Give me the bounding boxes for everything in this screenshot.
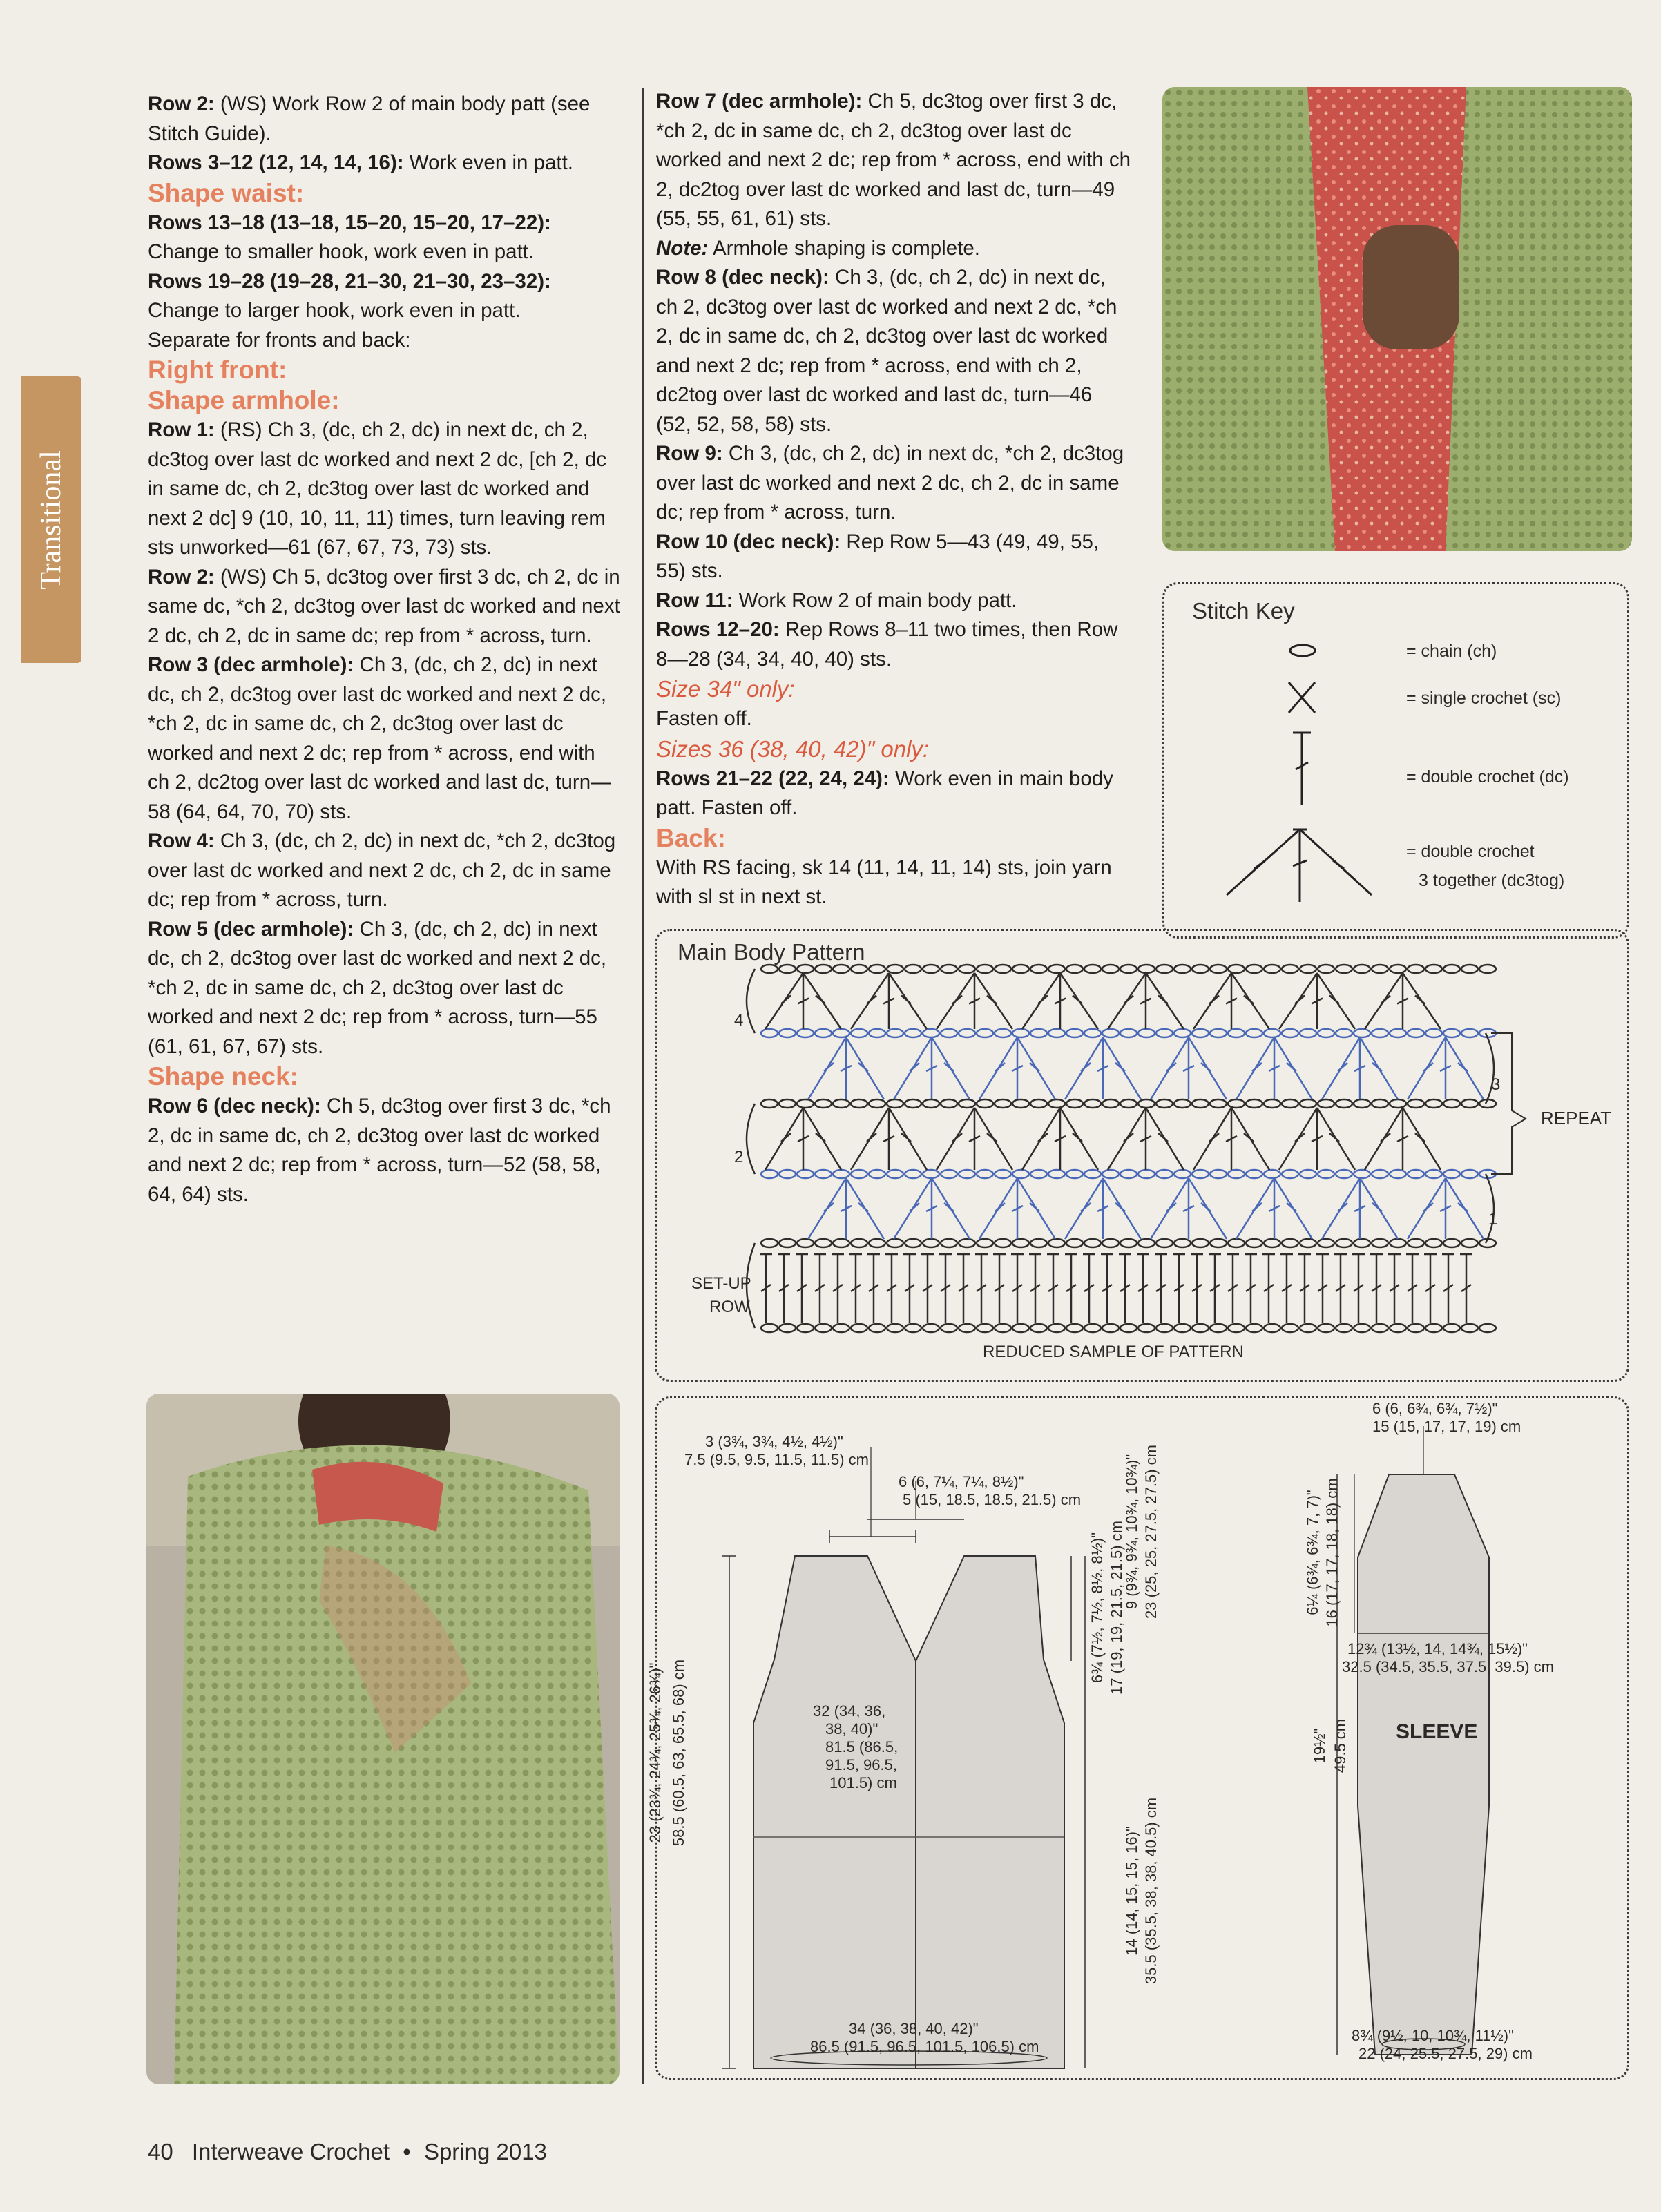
neck-width-cm: 7.5 (9.5, 9.5, 11.5, 11.5) cm bbox=[684, 1451, 869, 1468]
para-separate: Separate for fronts and back: bbox=[148, 328, 411, 352]
row-text: Ch 5, dc3tog over first 3 dc, *ch 2, dc in same dc, ch 2, dc3tog over last dc worked and next 2 dc; rep from * across, turn—52 (58, 58, 64, 64) sts. bbox=[148, 1095, 611, 1206]
para-armhole-row-1 bbox=[148, 416, 621, 563]
section-tab bbox=[21, 376, 81, 663]
row-text: Ch 5, dc3tog over first 3 dc, *ch 2, dc in same dc, ch 2, dc3tog over last dc worked and next 2 dc; rep from * across, end with ch 2, dc2tog over last dc worked and last dc, turn—49 (55, 55, 61, 61) sts. bbox=[656, 90, 1131, 230]
row-label: Row 10 (dec neck): bbox=[656, 530, 841, 553]
heading-right-front: Right front: bbox=[148, 356, 287, 384]
para-rows-21-22 bbox=[656, 764, 1133, 823]
para-row-10 bbox=[656, 528, 1133, 586]
page-footer bbox=[148, 2139, 547, 2165]
row-label: Row 2: bbox=[148, 565, 215, 588]
row-label: Row 11: bbox=[656, 588, 733, 612]
instructions-column-1 bbox=[148, 90, 621, 1209]
length-in: 23 (23¾, 24¾, 25¾, 26¾)" bbox=[646, 1662, 664, 1843]
para-row-9 bbox=[656, 439, 1133, 528]
row-label: Rows 21–22 (22, 24, 24): bbox=[656, 767, 890, 790]
row-text: (RS) Ch 3, (dc, ch 2, dc) in next dc, ch 2, dc3tog over last dc worked and next 2 dc, [ch 2, dc in same dc, ch 2, dc3tog over last dc worked and next 2 dc] 9 (10, 10, 11, 11) times, turn leaving rem sts unworked—61 (67, 67, 73, 73) sts. bbox=[148, 419, 607, 559]
row-text: Rep Row 5—43 (49, 49, 55, 55) sts. bbox=[656, 530, 1100, 582]
hem-cm: 86.5 (91.5, 96.5, 101.5, 106.5) cm bbox=[810, 2038, 1039, 2055]
cuff-cm: 22 (24, 25.5, 27.5, 29) cm bbox=[1358, 2045, 1533, 2062]
row-label: Row 8 (dec neck): bbox=[656, 266, 829, 289]
heading-shape-neck: Shape neck: bbox=[148, 1062, 298, 1090]
pattern-chart bbox=[657, 931, 1627, 1380]
key-chain-label: = chain (ch) bbox=[1406, 642, 1497, 661]
para-rows-13-18 bbox=[148, 209, 621, 267]
bicep-in: 12¾ (13½, 14, 14¾, 15½)" bbox=[1347, 1640, 1528, 1657]
waist-in-2: 38, 40)" bbox=[825, 1720, 878, 1738]
cap-in: 6 (6, 6¾, 6¾, 7½)" bbox=[1372, 1400, 1498, 1417]
heading-sizes-36-42: Sizes 36 (38, 40, 42)" only: bbox=[656, 735, 930, 762]
para-armhole-row-2 bbox=[148, 563, 621, 651]
sleeve-outline bbox=[1358, 1474, 1489, 2055]
shoulder-cm: 5 (15, 18.5, 18.5, 21.5) cm bbox=[903, 1491, 1082, 1508]
waist-cm-3: 101.5) cm bbox=[829, 1774, 897, 1791]
key-dc3tog-label: = double crochet bbox=[1406, 842, 1535, 861]
heading-size-34: Size 34" only: bbox=[656, 676, 795, 702]
para-fasten-off: Fasten off. bbox=[656, 707, 752, 730]
row-text: (WS) Work Row 2 of main body patt (see Stitch Guide). bbox=[148, 93, 591, 145]
schematic-box bbox=[646, 1396, 1629, 2080]
instructions-column-2 bbox=[656, 87, 1133, 912]
stitch-key-box bbox=[1162, 582, 1629, 939]
shoulder-in: 6 (6, 7¼, 7¼, 8½)" bbox=[899, 1473, 1024, 1490]
chart-caption: REDUCED SAMPLE OF PATTERN bbox=[983, 1343, 1244, 1361]
sleeve-length-cm: 49.5 cm bbox=[1332, 1718, 1349, 1773]
side-cm: 35.5 (35.5, 38, 38, 40.5) cm bbox=[1142, 1797, 1160, 1985]
main-body-pattern-box bbox=[655, 929, 1629, 1382]
row-text: Change to smaller hook, work even in patt. bbox=[148, 240, 535, 263]
key-dc3tog-label-2: 3 together (dc3tog) bbox=[1419, 871, 1565, 890]
row-label: Rows 19–28 (19–28, 21–30, 21–30, 23–32): bbox=[148, 269, 551, 293]
length-cm: 58.5 (60.5, 63, 65.5, 68) cm bbox=[670, 1659, 687, 1847]
armhole-cm: 23 (25, 25, 27.5, 27.5) cm bbox=[1142, 1445, 1160, 1619]
row-text: Change to larger hook, work even in patt. bbox=[148, 299, 521, 322]
row-label: Row 7 (dec armhole): bbox=[656, 90, 863, 113]
row-label: Row 2: bbox=[148, 93, 215, 115]
setup-label-1: SET-UP bbox=[691, 1274, 751, 1293]
neck-depth-in: 6¾ (7½, 7½, 8½, 8½)" bbox=[1088, 1532, 1106, 1684]
bicep-cm: 32.5 (34.5, 35.5, 37.5, 39.5) cm bbox=[1342, 1658, 1554, 1675]
sleeve-label: SLEEVE bbox=[1396, 1720, 1478, 1743]
para-back: With RS facing, sk 14 (11, 14, 11, 14) sts, join yarn with sl st in next st. bbox=[656, 856, 1112, 908]
para-row-8 bbox=[656, 263, 1133, 439]
row-label: Row 9: bbox=[656, 442, 723, 465]
footer-separator: • bbox=[403, 2139, 411, 2164]
hem-in: 34 (36, 38, 40, 42)" bbox=[849, 2020, 979, 2037]
row-label: Row 4: bbox=[148, 829, 215, 852]
neck-width-in: 3 (3¾, 3¾, 4½, 4½)" bbox=[705, 1433, 843, 1450]
side-in: 14 (14, 15, 15, 16)" bbox=[1123, 1826, 1140, 1956]
row-4-label: 4 bbox=[734, 1011, 744, 1030]
heading-back: Back: bbox=[656, 823, 726, 852]
row-text: Rep Rows 8–11 two times, then Row 8—28 (34, 34, 40, 40) sts. bbox=[656, 618, 1118, 671]
waist-in-1: 32 (34, 36, bbox=[813, 1702, 886, 1720]
row-text: Work even in main body patt. Fasten off. bbox=[656, 767, 1113, 819]
note-text: Armhole shaping is complete. bbox=[708, 236, 980, 260]
row-3-label: 3 bbox=[1491, 1075, 1501, 1094]
sleeve-length-in: 19½" bbox=[1311, 1728, 1328, 1764]
row-text: Ch 3, (dc, ch 2, dc) in next dc, *ch 2, dc3tog over last dc worked and next 2 dc, ch 2, dc in same dc; rep from * across, turn. bbox=[148, 829, 616, 911]
main-body-title: Main Body Pattern bbox=[678, 939, 865, 965]
row-label: Rows 13–18 (13–18, 15–20, 15–20, 17–22): bbox=[148, 211, 551, 234]
row-text: (WS) Ch 5, dc3tog over first 3 dc, ch 2, dc in same dc, *ch 2, dc3tog over last dc worked and next 2 dc, ch 2, dc in same dc; rep from * across, turn. bbox=[148, 565, 620, 647]
neck-depth-cm: 17 (19, 19, 21.5, 21.5) cm bbox=[1108, 1521, 1125, 1695]
column-rule bbox=[642, 88, 644, 2084]
stitch-key-title: Stitch Key bbox=[1192, 598, 1295, 624]
cuff-in: 8¾ (9½, 10, 10¾, 11½)" bbox=[1352, 2027, 1514, 2044]
repeat-label: REPEAT bbox=[1541, 1108, 1612, 1128]
magazine-title: Interweave Crochet bbox=[191, 2139, 390, 2164]
para-armhole-row-4 bbox=[148, 827, 621, 915]
row-text: Ch 3, (dc, ch 2, dc) in next dc, *ch 2, dc3tog over last dc worked and next 2 dc, ch 2, dc in same dc; rep from * across, turn. bbox=[656, 442, 1124, 523]
para-row-2 bbox=[148, 90, 621, 148]
setup-label-2: ROW bbox=[709, 1298, 750, 1316]
section-tab-label: Transitional bbox=[35, 450, 67, 590]
cap-height-cm: 16 (17, 17, 18, 18) cm bbox=[1323, 1478, 1341, 1627]
row-text: Ch 3, (dc, ch 2, dc) in next dc, ch 2, dc3tog over last dc worked and next 2 dc, *ch 2, dc in same dc, ch 2, dc3tog over last dc worked and next 2 dc; rep from * across, end with ch 2, dc2tog over last dc worked and last dc, turn—58 (64, 64, 70, 70) sts. bbox=[148, 653, 611, 823]
para-rows-3-12 bbox=[148, 148, 621, 178]
row-label: Rows 12–20: bbox=[656, 618, 780, 641]
body-outline bbox=[753, 1556, 1064, 2068]
row-label: Row 1: bbox=[148, 419, 215, 441]
cap-height-in: 6¼ (6¾, 6¾, 7, 7)" bbox=[1304, 1490, 1321, 1615]
page-number: 40 bbox=[148, 2139, 173, 2164]
row-label: Row 3 (dec armhole): bbox=[148, 653, 354, 676]
waist-cm-1: 81.5 (86.5, bbox=[825, 1738, 899, 1756]
key-dc-label: = double crochet (dc) bbox=[1406, 767, 1569, 787]
cap-cm: 15 (15, 17, 17, 19) cm bbox=[1372, 1418, 1521, 1435]
row-label: Rows 3–12 (12, 14, 14, 16): bbox=[148, 151, 404, 174]
waist-cm-2: 91.5, 96.5, bbox=[825, 1756, 897, 1773]
row-label: Row 5 (dec armhole): bbox=[148, 917, 354, 941]
para-neck-row-6 bbox=[148, 1092, 621, 1209]
row-2-label: 2 bbox=[734, 1148, 744, 1166]
heading-shape-armhole: Shape armhole: bbox=[148, 386, 340, 414]
para-row-7 bbox=[656, 87, 1133, 234]
row-text: Ch 3, (dc, ch 2, dc) in next dc, ch 2, dc3tog over last dc worked and next 2 dc, *ch 2, dc in same dc, ch 2, dc3tog over last dc worked and next 2 dc; rep from * across, end with ch 2, dc2tog over last dc worked and last dc, turn—46 (52, 52, 58, 58) sts. bbox=[656, 266, 1117, 436]
para-note bbox=[656, 234, 1133, 264]
heading-shape-waist: Shape waist: bbox=[148, 178, 305, 207]
para-row-11 bbox=[656, 586, 1133, 616]
issue-label: Spring 2013 bbox=[423, 2139, 547, 2164]
armhole-in: 9 (9¾, 9¾, 10¾, 10¾)" bbox=[1123, 1454, 1140, 1610]
photo-front-cardigan bbox=[1162, 87, 1632, 551]
note-label: Note: bbox=[656, 236, 709, 260]
para-armhole-row-3 bbox=[148, 651, 621, 827]
row-text: Ch 3, (dc, ch 2, dc) in next dc, ch 2, dc3tog over last dc worked and next 2 dc, *ch 2, dc in same dc, ch 2, dc3tog over last dc worked and next 2 dc; rep from * across, turn—55 (61, 61, 67, 67) sts. bbox=[148, 917, 607, 1058]
para-armhole-row-5 bbox=[148, 915, 621, 1062]
chain-symbol bbox=[1290, 645, 1315, 656]
row-label: Row 6 (dec neck): bbox=[148, 1095, 321, 1117]
para-rows-12-20 bbox=[656, 615, 1133, 674]
para-rows-19-28 bbox=[148, 267, 621, 326]
row-text: Work Row 2 of main body patt. bbox=[733, 588, 1017, 612]
key-sc-label: = single crochet (sc) bbox=[1406, 689, 1562, 708]
photo-back-cardigan bbox=[146, 1394, 620, 2084]
row-text: Work even in patt. bbox=[403, 151, 573, 174]
row-1-label: 1 bbox=[1488, 1210, 1498, 1229]
